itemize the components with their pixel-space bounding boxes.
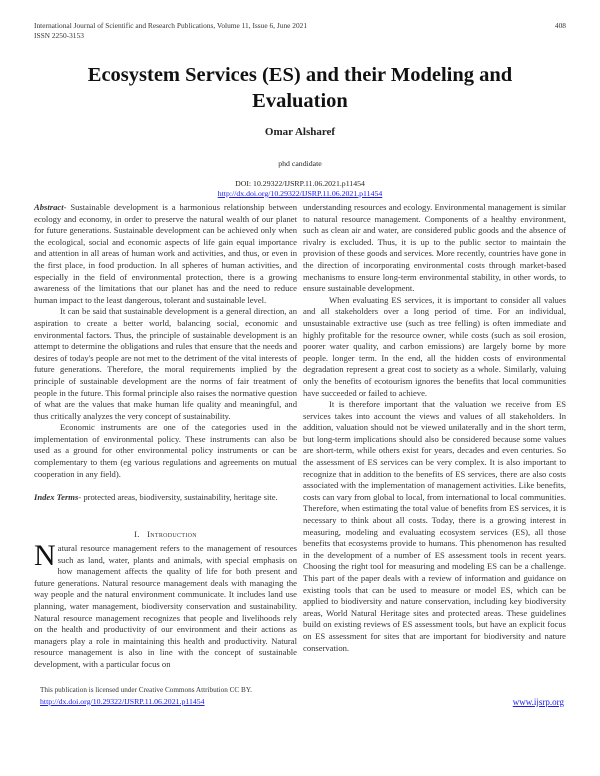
doi-link[interactable]: http://dx.doi.org/10.29322/IJSRP.11.06.2021.p11454: [217, 189, 383, 198]
journal-website-link[interactable]: www.ijsrp.org: [512, 696, 564, 707]
abstract-paragraph-2: It can be said that sustainable development is a general direction, an aspiration to create a better world, balancing social, economic and environmental factors. Thus, the principle of sustainable development is an attempt to determine the obligations and rules that ensure that the needs and desires of today's people are not met to the detriment of the vital interests of future generations. Therefore, the moral requirements implied by the principle of sustainable development are the norms of fair treatment of people in the future. This formal principle also raises the normative question of what are the values that make human life quality and meaningful, and thus critically analyzes the very concept of sustainability.: [34, 306, 297, 421]
doi-text: DOI: 10.29322/IJSRP.11.06.2021.p11454: [235, 179, 365, 188]
intro-paragraph: [34, 539, 297, 671]
journal-name: International Journal of Scientific and Research Publications, Volume 11, Issue 6, June 2021: [34, 21, 308, 30]
issn: ISSN 2250-3153: [34, 30, 84, 40]
running-header: [34, 21, 307, 40]
drop-cap: N: [34, 539, 56, 573]
page-footer-row: [34, 685, 566, 708]
author-affiliation: phd candidate: [278, 159, 322, 168]
running-header-row: [34, 21, 566, 40]
license-text: This publication is licensed under Creative Commons Attribution CC BY.: [40, 685, 252, 694]
page-footer: [40, 685, 252, 708]
section-title: Introduction: [147, 529, 197, 540]
index-terms-label: Index Terms-: [34, 491, 82, 502]
index-terms-text: protected areas, biodiversity, sustainability, heritage site.: [81, 491, 278, 502]
abstract-text: Sustainable development is a harmonious relationship between ecology and economy, in order to preserve the natural wealth of our planet for future generations. Sustainable development can be achieved only when the ecological, social and economic aspects of life gain equal importance and attention in all areas of human work and activities, and thus, or even in the first place, in food production. In all spheres of human activities, and especially in the field of environmental protection, there is a growing awareness of the limitations that our planet has and the need to reduce human impact to the least dangerous, tolerant and sustainable level.: [34, 202, 297, 305]
body-columns: [34, 202, 566, 671]
abstract-paragraph-3: Economic instruments are one of the categories used in the implementation of environmental policy. These instruments can also be used as a ground for other environmental policy instruments or can be complementary to them (eg various regulations and agreements on mutual cooperation in any field).: [34, 422, 297, 479]
abstract-label: Abstract-: [34, 202, 67, 212]
right-column: [303, 202, 566, 671]
intro-text-left: atural resource management refers to the management of resources such as land, water, plants and animals, with special emphasis on how management affects the quality of life for both present and future generations. Natural resource management deals with managing the way people and the natural environment communicate. It includes land use planning, water management, biodiversity conservation and sustainability. Natural resource management recognizes that people and livelihoods rely on the health and productivity of our environment and their actions as managers play a role in maintaining this health and productivity. Natural resource management is also in line with the concept of sustainable development, with a particular focus on: [34, 543, 297, 669]
page-number: 408: [554, 21, 566, 30]
index-terms: [34, 492, 297, 504]
footer-doi-link[interactable]: http://dx.doi.org/10.29322/IJSRP.11.06.2021.p11454: [40, 696, 205, 706]
author-name: Omar Alsharef: [264, 126, 336, 138]
intro-paragraph-continued: understanding resources and ecology. Environmental management is similar to natural resource management. Components of a healthy environment, such as clean air and water, are considered public goods and the absence of rivalry is excluded. Thus, it is up to the public sector to maintain the provision of these goods and services. More recently, countries have gone in the direction of incorporating environmental costs through market-based mechanisms to ensure long-term environmental stability, in other words, to ensure sustainable development.: [303, 202, 566, 294]
left-column: [34, 202, 297, 671]
doi-block: [34, 179, 566, 199]
paper-title: Ecosystem Services (ES) and their Modeling and Evaluation: [87, 64, 513, 112]
intro-paragraph-3: It is therefore important that the valuation we receive from ES services takes into account the views and values of all stakeholders. In addition, valuation should not be viewed unilaterally and in the short term, but long-term implications should also be considered because some values are short-term, while others exist for years, decades and even centuries. So the assessment of ES services can be very complex. It is also important to recognize that in addition to the benefits of ES services, there are also costs associated with the implementation of management activities. Like benefits, costs can vary from global to local, from international to local communities. Therefore, when estimating the total value of benefits from ES services, it is necessary to think about all costs. Today, there is a growing interest in measuring, modeling and evaluating ecosystem services (ES), all those benefits that ecosystems provide to humans. This phenomenon has resulted in the development of a number of ES assessment tools in recent years. Choosing the right tool for measuring and modeling ES can be a challenge. This part of the paper deals with a review of information and guidance on existing tools that can be used to measure or model ES, which can be applied to biodiversity and nature conservation, including key biodiversity areas, World Natural Heritage sites and protected areas. These guidelines build on existing reviews of ES assessment tools, but have an explicit focus on ES assessment for sites that are important for biodiversity and nature conservation.: [303, 399, 566, 653]
abstract-paragraph: [34, 202, 297, 306]
section-number: I.: [134, 529, 140, 540]
section-heading: [34, 529, 297, 541]
intro-paragraph-2: When evaluating ES services, it is important to consider all values and all stakeholders over a long period of time. For an individual, unsustainable extractive use (such as tree felling) is often immediate and highly profitable for the resource owner, while costs (such as soil erosion, poorer water quality, and carbon emissions) are largely borne by more people. longer term. In the end, all the hidden costs of environmental degradation represent a great cost to society as a whole. Similarly, valuing only the benefits of ecotourism ignores the benefits that local communities have succeeded or failed to achieve.: [303, 294, 566, 398]
